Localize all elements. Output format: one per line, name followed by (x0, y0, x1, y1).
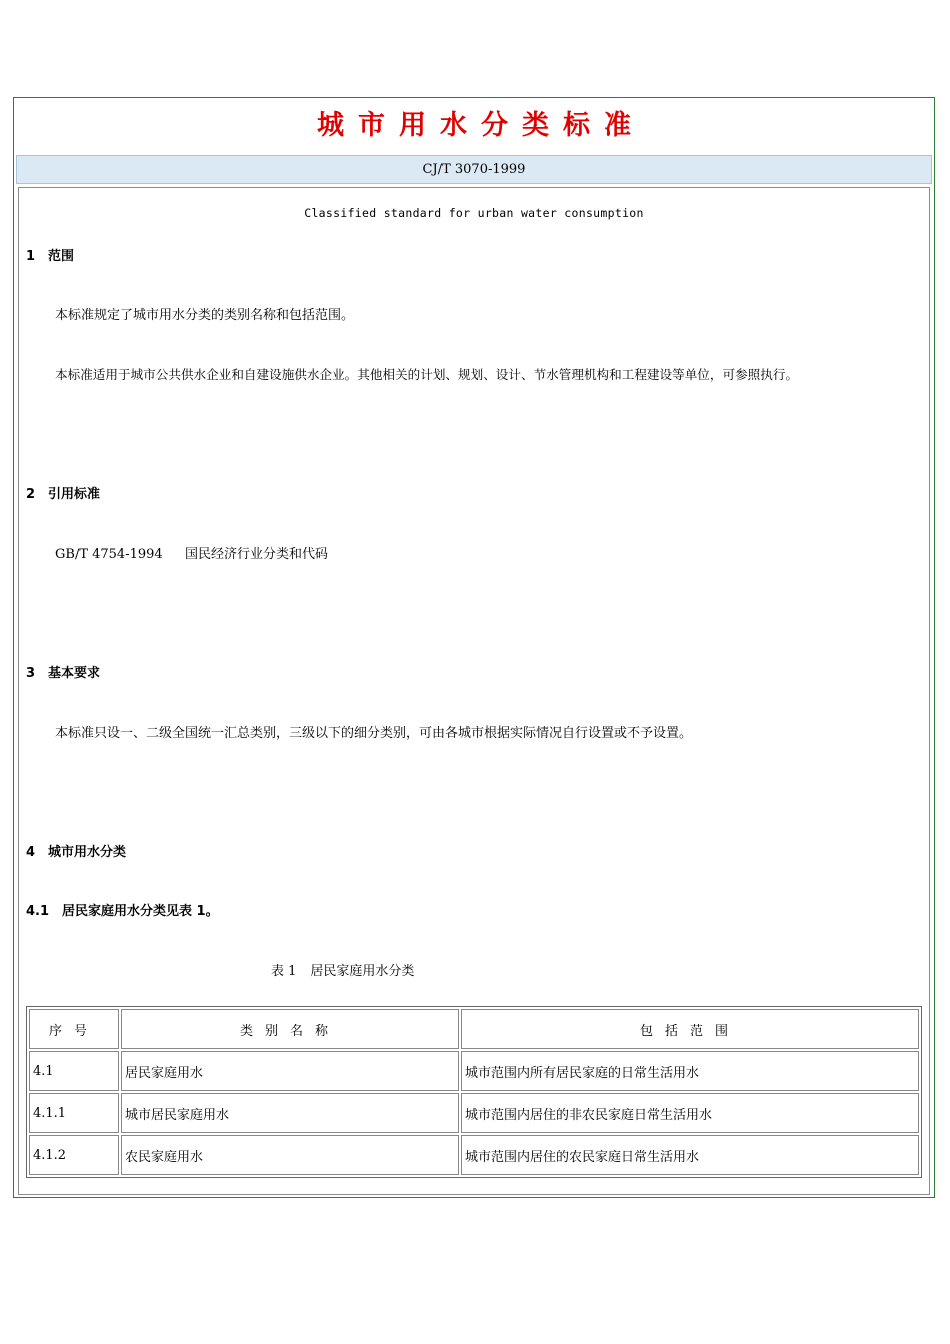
section-4-1-heading (26, 900, 219, 919)
subsection-number: 4.1 (26, 904, 50, 919)
table-caption-title: 居民家庭用水分类 (310, 964, 415, 979)
table-row (29, 1093, 919, 1133)
row-number-cell: 4.1.1 (29, 1093, 119, 1133)
standard-code-bar (16, 155, 932, 184)
water-classification-table (26, 1006, 922, 1178)
header-cell-scope: 包括范围 (461, 1009, 919, 1049)
document-frame (13, 97, 935, 1198)
header-cell-number: 序号 (29, 1009, 119, 1049)
section-number: 4 (26, 845, 36, 860)
section-title: 基本要求 (48, 666, 101, 681)
row-number-cell: 4.1.2 (29, 1135, 119, 1175)
document-content (18, 187, 930, 1195)
row-category-cell: 居民家庭用水 (121, 1051, 459, 1091)
section-title: 城市用水分类 (48, 845, 127, 860)
row-category-cell: 农民家庭用水 (121, 1135, 459, 1175)
reference-name: 国民经济行业分类和代码 (185, 547, 329, 562)
table-header-row (29, 1009, 919, 1049)
table-caption (271, 960, 414, 979)
header-cell-category: 类别名称 (121, 1009, 459, 1049)
section-number: 2 (26, 487, 36, 502)
reference-standard (55, 543, 328, 562)
section-number: 3 (26, 666, 36, 681)
page-title: 城市用水分类标准 (317, 110, 645, 141)
row-scope-cell: 城市范围内居住的农民家庭日常生活用水 (461, 1135, 919, 1175)
table-caption-label: 表 1 (271, 964, 297, 979)
section-3-heading (26, 662, 100, 681)
section-title: 范围 (48, 249, 75, 264)
section-1-heading (26, 245, 74, 264)
row-scope-cell: 城市范围内居住的非农民家庭日常生活用水 (461, 1093, 919, 1133)
row-number-cell: 4.1 (29, 1051, 119, 1091)
section-number: 1 (26, 249, 36, 264)
table-row (29, 1051, 919, 1091)
subsection-title: 居民家庭用水分类见表 1。 (62, 904, 219, 919)
standard-code: CJ/T 3070-1999 (422, 162, 526, 177)
row-scope-cell: 城市范围内所有居民家庭的日常生活用水 (461, 1051, 919, 1091)
section-3-paragraph-1: 本标准只设一、二级全国统一汇总类别，三级以下的细分类别，可由各城市根据实际情况自行设置或不予设置。 (55, 726, 693, 741)
reference-code: GB/T 4754-1994 (55, 547, 163, 562)
section-2-heading (26, 483, 100, 502)
section-4-heading (26, 841, 126, 860)
table-row (29, 1135, 919, 1175)
section-1-paragraph-1: 本标准规定了城市用水分类的类别名称和包括范围。 (55, 308, 355, 323)
row-category-cell: 城市居民家庭用水 (121, 1093, 459, 1133)
section-1-paragraph-2: 本标准适用于城市公共供水企业和自建设施供水企业。其他相关的计划、规划、设计、节水管理机构和工程建设等单位，可参照执行。 (55, 367, 799, 382)
english-title: Classified standard for urban water consumption (304, 206, 644, 220)
section-title: 引用标准 (48, 487, 101, 502)
